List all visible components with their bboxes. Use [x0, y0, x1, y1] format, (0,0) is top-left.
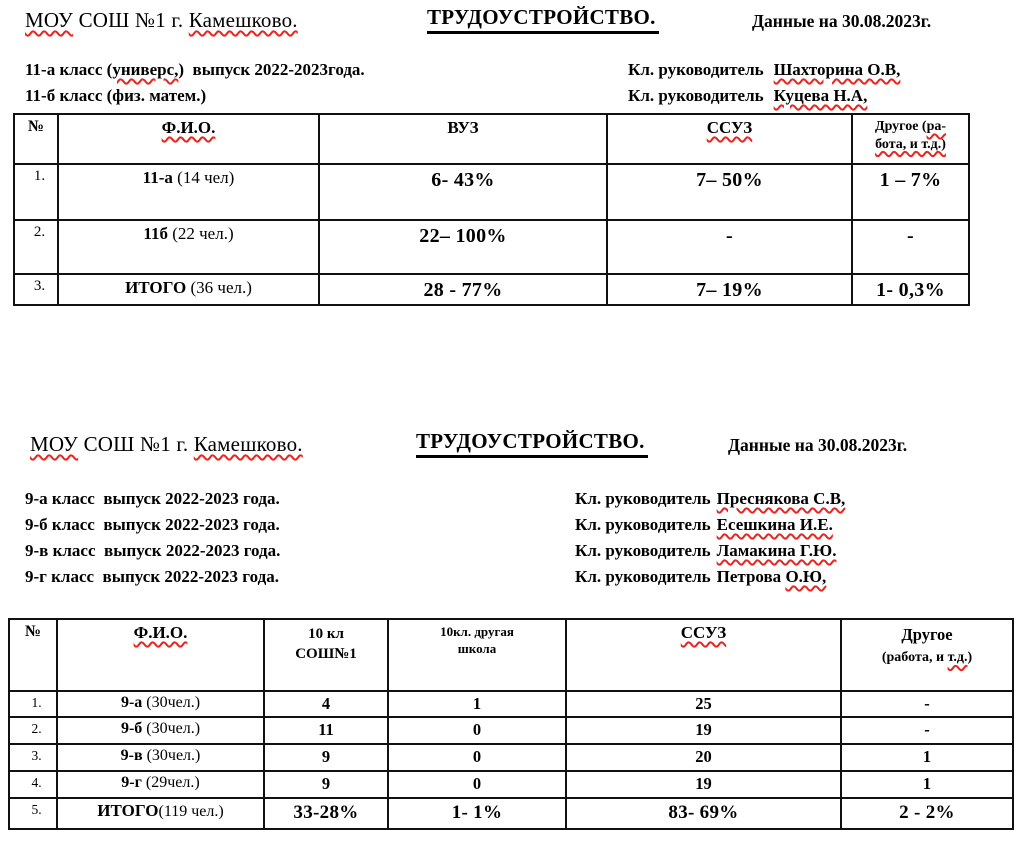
class-code: 9-б [120, 720, 143, 737]
col-header-ssuz [566, 619, 841, 691]
row-num: 1. [9, 691, 57, 717]
col-header-10kl [264, 619, 388, 691]
class-count: (30чел.) [142, 747, 201, 764]
col-header-10kl-other [388, 619, 566, 691]
section2-school-title [30, 432, 303, 457]
row-num: 3. [14, 274, 58, 305]
class-line-9g: 9-г класс выпуск 2022-2023 года. [25, 567, 279, 586]
cell-10kl: 33-28% [264, 798, 388, 829]
teacher-name: Куцева Н.А, [773, 86, 868, 105]
cell-10kl: 9 [264, 771, 388, 798]
row-num: 4. [9, 771, 57, 798]
row-num: 1. [14, 164, 58, 220]
label-10kl-line2: СОШ№1 [295, 646, 357, 663]
row-name [57, 798, 264, 829]
cell-10kl-other: 0 [388, 771, 566, 798]
class-count: (30чел.) [142, 720, 201, 737]
other-label-3: бота, и т.д.) [875, 136, 946, 152]
cell-10kl-other: 1- 1% [388, 798, 566, 829]
ssuz-label: ССУЗ [706, 118, 753, 137]
cell-other: 1- 0,3% [852, 274, 969, 305]
label-10other-line2: школа [457, 640, 497, 656]
col-header-ssuz [607, 114, 852, 164]
cell-ssuz: 19 [566, 717, 841, 744]
row-name [57, 744, 264, 771]
section1-doc-title: ТРУДОУСТРОЙСТВО. [427, 5, 659, 34]
cell-other: 1 – 7% [852, 164, 969, 220]
other-l2b: т.д. [947, 650, 968, 666]
other-l2c: ) [967, 650, 973, 666]
cell-10kl-other: 1 [388, 691, 566, 717]
cell-other: 2 - 2% [841, 798, 1013, 829]
teacher-label: Кл. руководитель [575, 567, 711, 586]
teacher-label: Кл. руководитель [575, 541, 711, 560]
class-line-11b [25, 86, 206, 106]
fio-label: Ф.И.О. [133, 623, 188, 642]
total-label: ИТОГО [125, 278, 187, 297]
teacher-label: Кл. руководитель [575, 489, 711, 508]
class-code: 9-в [120, 747, 143, 764]
school-abbr: МОУ [30, 432, 79, 456]
teacher-line-9v [575, 541, 836, 561]
table2-row-total [9, 798, 1013, 829]
cell-ssuz: 7– 50% [607, 164, 852, 220]
section1-school-title [25, 8, 298, 33]
table1-row-11a [14, 164, 969, 220]
ssuz-label: ССУЗ [680, 623, 727, 642]
cell-10kl-other: 0 [388, 744, 566, 771]
label-10kl-line1: 10 кл [308, 626, 344, 642]
col-header-fio [57, 619, 264, 691]
total-count: (36 чел.) [186, 278, 252, 297]
teacher-name: О.Ю, [785, 567, 827, 586]
table2-row-9a [9, 691, 1013, 717]
col-header-vuz: ВУЗ [319, 114, 607, 164]
teacher-name: Есешкина И.Е. [716, 515, 833, 534]
class-line-11a [25, 60, 365, 80]
cell-ssuz: 20 [566, 744, 841, 771]
class-code: 9-г [121, 774, 142, 791]
col-header-num: № [9, 619, 57, 691]
row-name [58, 274, 319, 305]
section2-date: Данные на 30.08.2023г. [728, 435, 908, 455]
label-10other-line1: 10кл. другая [440, 624, 514, 639]
other-label-1: Другое ( [874, 119, 927, 134]
cell-ssuz: - [607, 220, 852, 274]
row-name [58, 220, 319, 274]
class-line-9b: 9-б класс выпуск 2022-2023 года. [25, 515, 280, 534]
col-header-other [852, 114, 969, 164]
class-11a-rest: ) выпуск 2022-2023года. [178, 60, 365, 79]
teacher-name: Ламакина Г.Ю. [716, 541, 837, 560]
class-count: (14 чел) [172, 168, 235, 187]
school-city: Камешково. [188, 8, 298, 32]
col-header-num: № [14, 114, 58, 164]
cell-vuz: 28 - 77% [319, 274, 607, 305]
table1-row-11b [14, 220, 969, 274]
table2-row-9g [9, 771, 1013, 798]
row-num: 3. [9, 744, 57, 771]
table2-header-row [9, 619, 1013, 691]
teacher-line-9b [575, 515, 833, 535]
other-label-2: ра- [926, 119, 947, 134]
cell-ssuz: 7– 19% [607, 274, 852, 305]
teacher-name: Преснякова С.В, [716, 489, 846, 508]
total-count: (119 чел.) [158, 803, 224, 820]
table2-row-9v [9, 744, 1013, 771]
cell-ssuz: 19 [566, 771, 841, 798]
col-header-fio [58, 114, 319, 164]
total-label: ИТОГО [97, 801, 159, 820]
table2-row-9b [9, 717, 1013, 744]
other-l2a: (работа, и [881, 650, 948, 666]
school-mid: СОШ №1 г. [73, 8, 189, 32]
teacher-label: Кл. руководитель [628, 86, 764, 105]
section2-doc-title: ТРУДОУСТРОЙСТВО. [416, 429, 648, 458]
class-line-9a: 9-а класс выпуск 2022-2023 года. [25, 489, 280, 508]
table1-row-total [14, 274, 969, 305]
class-line-9v: 9-в класс выпуск 2022-2023 года. [25, 541, 281, 560]
school-mid: СОШ №1 г. [78, 432, 194, 456]
section1-date: Данные на 30.08.2023г. [752, 11, 932, 31]
row-num: 2. [14, 220, 58, 274]
placement-table-11th [13, 113, 970, 306]
school-abbr: МОУ [25, 8, 74, 32]
cell-ssuz: 83- 69% [566, 798, 841, 829]
teacher-label: Кл. руководитель [575, 515, 711, 534]
cell-vuz: 22– 100% [319, 220, 607, 274]
cell-10kl: 4 [264, 691, 388, 717]
other-label-line2 [882, 650, 972, 665]
row-name [57, 717, 264, 744]
fio-label: Ф.И.О. [161, 118, 216, 137]
cell-ssuz: 25 [566, 691, 841, 717]
class-11b-text: 11-б класс (физ. матем.) [25, 86, 207, 105]
row-num: 2. [9, 717, 57, 744]
col-header-other [841, 619, 1013, 691]
school-city: Камешково. [193, 432, 303, 456]
cell-10kl: 9 [264, 744, 388, 771]
class-count: (30чел.) [142, 694, 201, 711]
row-name [57, 771, 264, 798]
cell-other: 1 [841, 771, 1013, 798]
row-name [57, 691, 264, 717]
teacher-name: Шахторина О.В, [773, 60, 901, 79]
cell-vuz: 6- 43% [319, 164, 607, 220]
class-count: (29чел.) [141, 774, 200, 791]
teacher-label: Кл. руководитель [628, 60, 764, 79]
teacher-name-prefix: Петрова [716, 567, 786, 586]
cell-other: - [841, 717, 1013, 744]
class-11a-text: 11-а класс ( [25, 60, 113, 79]
class-11a-profile: универс, [112, 60, 179, 79]
teacher-line-9a [575, 489, 845, 509]
class-code: 11б [143, 224, 168, 243]
teacher-line-11b [628, 86, 867, 106]
cell-other: 1 [841, 744, 1013, 771]
cell-other: - [852, 220, 969, 274]
class-count: (22 чел.) [167, 224, 234, 243]
cell-other: - [841, 691, 1013, 717]
teacher-line-9g [575, 567, 826, 587]
other-label-line1: Другое [901, 625, 953, 644]
row-num: 5. [9, 798, 57, 829]
cell-10kl-other: 0 [388, 717, 566, 744]
class-code: 11-а [142, 168, 173, 187]
class-code: 9-а [120, 694, 143, 711]
row-name [58, 164, 319, 220]
placement-table-9th [8, 618, 1014, 830]
cell-10kl: 11 [264, 717, 388, 744]
teacher-line-11a [628, 60, 900, 80]
table1-header-row [14, 114, 969, 164]
